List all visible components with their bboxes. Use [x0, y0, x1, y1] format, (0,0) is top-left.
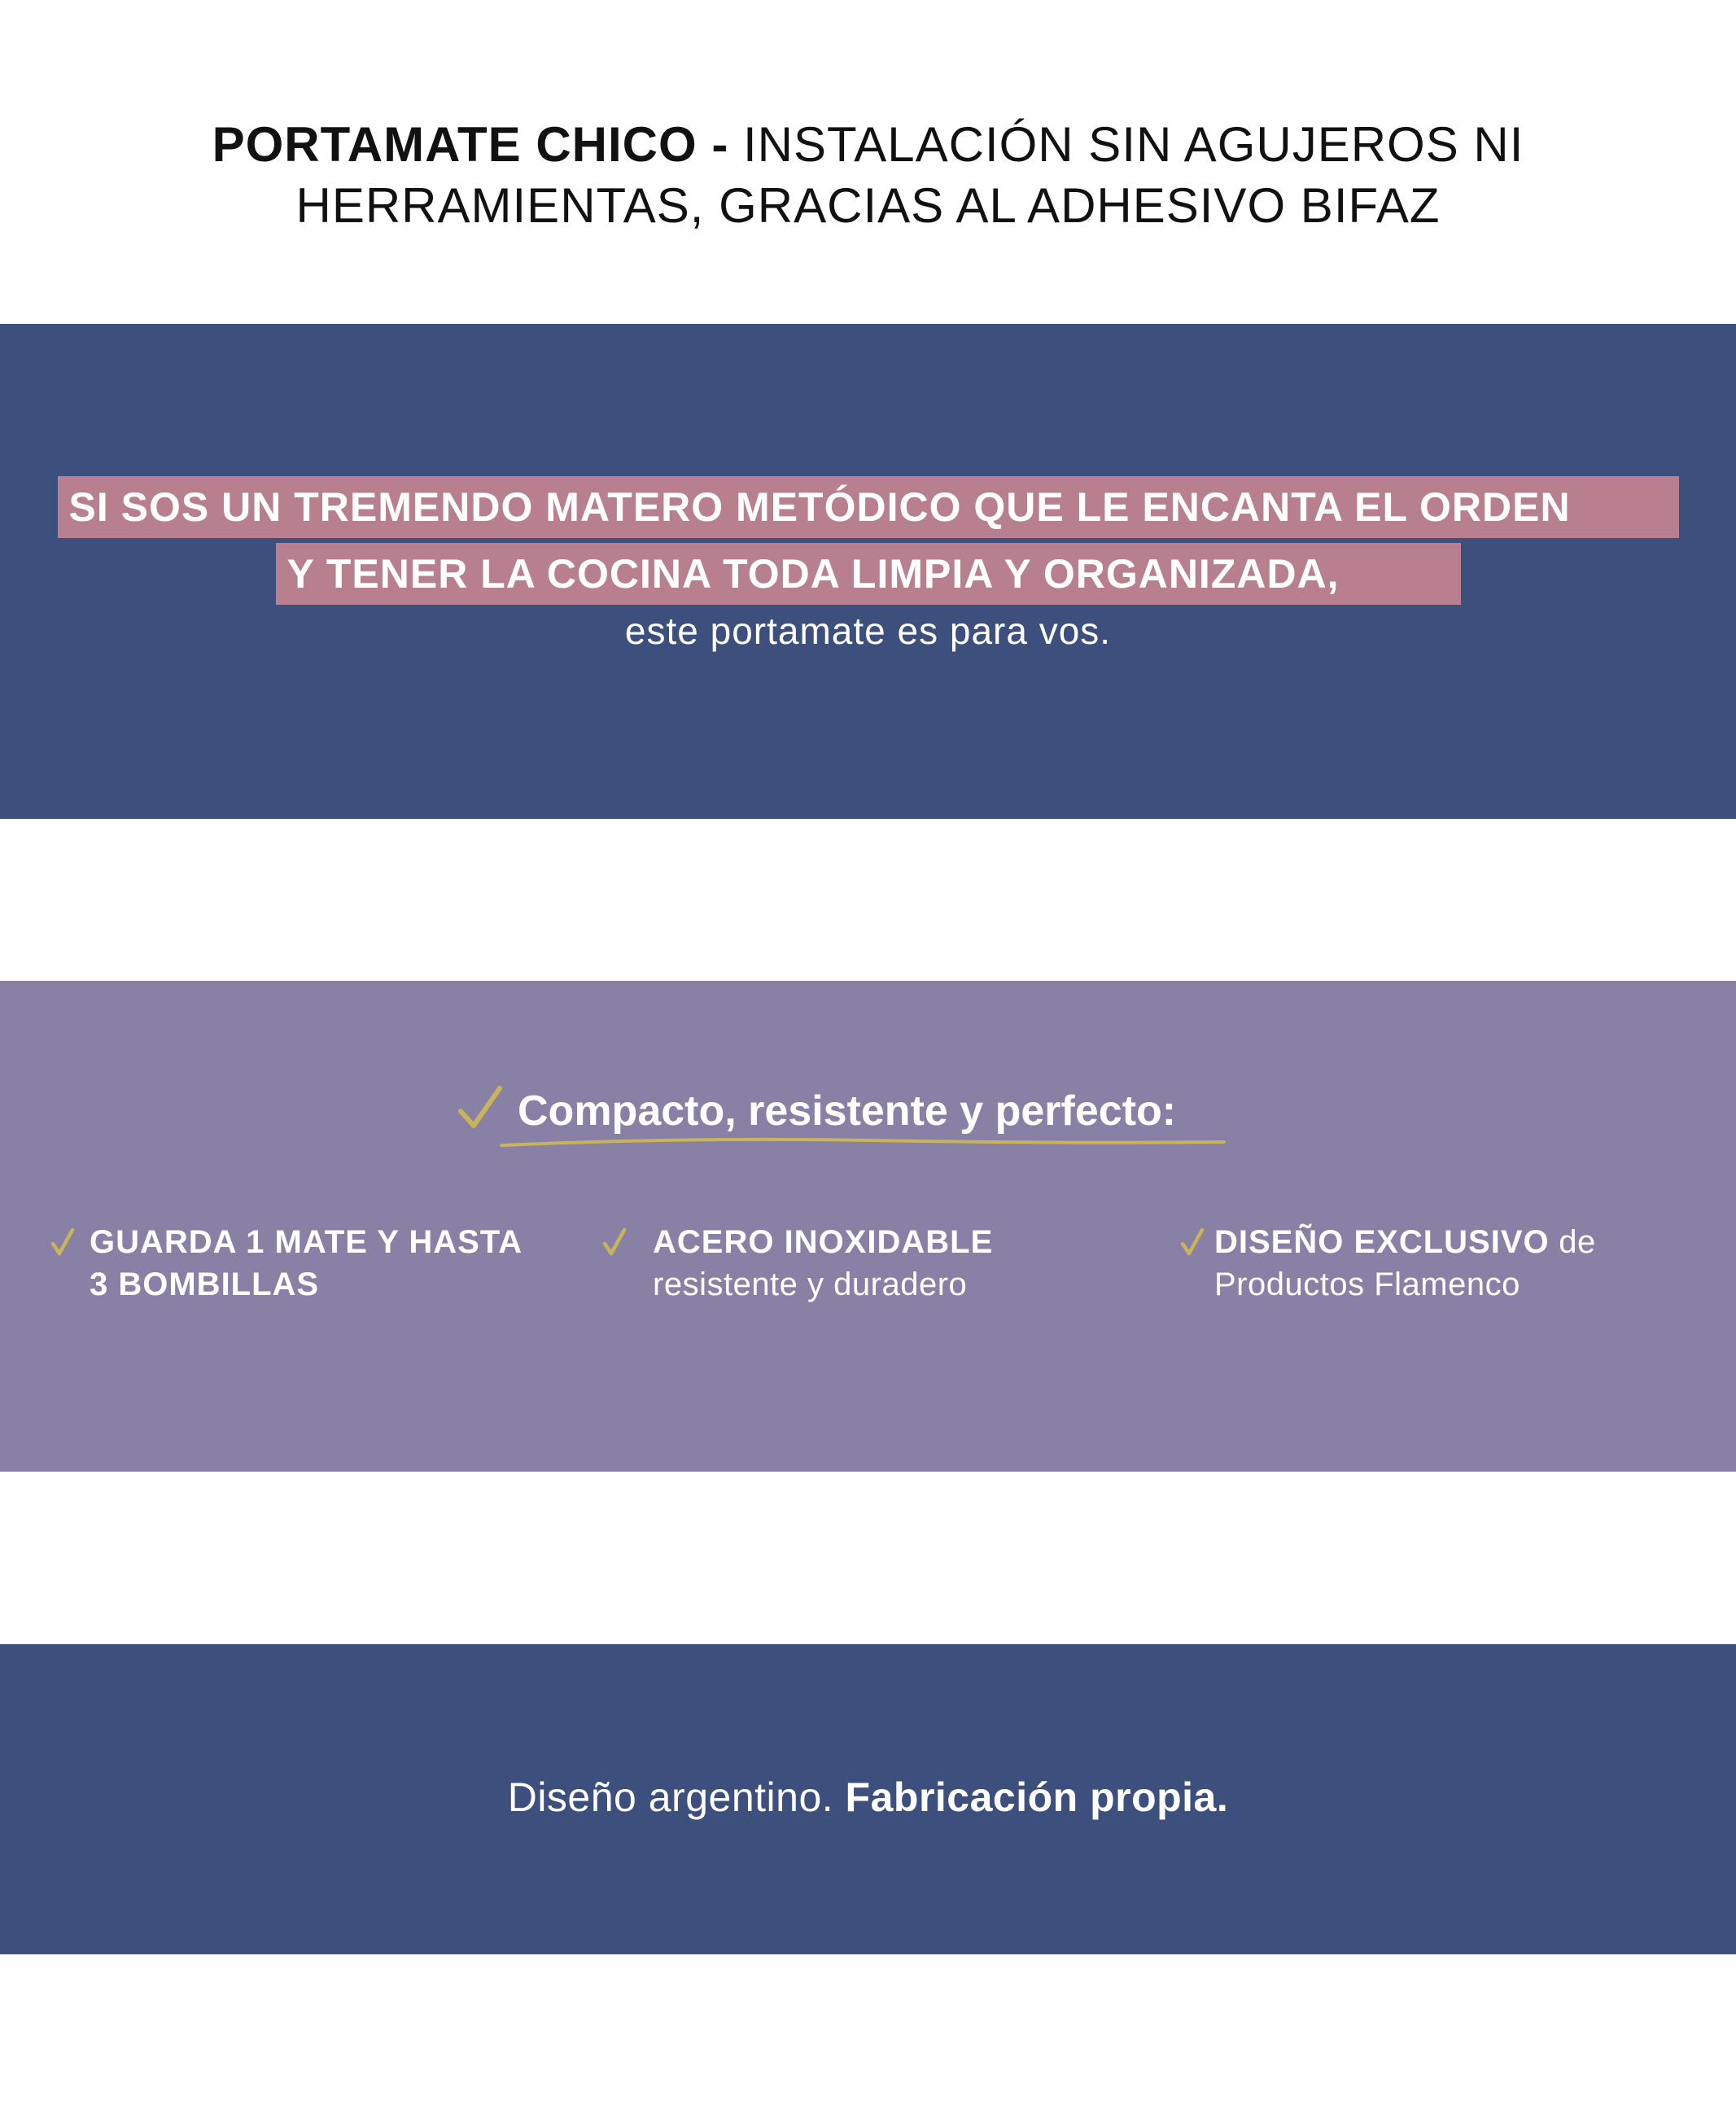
- footer-tagline: [0, 1771, 1736, 1823]
- title-line-2: HERRAMIENTAS, GRACIAS AL ADHESIVO BIFAZ: [295, 178, 1441, 233]
- title-bold: PORTAMATE CHICO -: [212, 117, 729, 172]
- feature-title: DISEÑO EXCLUSIVO: [1214, 1224, 1550, 1260]
- check-icon: [1180, 1227, 1205, 1257]
- title-line-1: [0, 114, 1736, 175]
- check-icon: [602, 1227, 627, 1257]
- underline-stroke: [496, 1132, 1229, 1152]
- intro-subtext: este portamate es para vos.: [624, 610, 1112, 652]
- check-icon: [50, 1227, 75, 1257]
- features-heading: [456, 1079, 1237, 1160]
- feature-title-line-1: GUARDA 1 MATE Y HASTA: [90, 1224, 523, 1260]
- page-title: [0, 114, 1736, 236]
- feature-description: Productos Flamenco: [1214, 1267, 1520, 1302]
- feature-title: ACERO INOXIDABLE: [653, 1224, 994, 1260]
- features-title: Compacto, resistente y perfecto:: [518, 1087, 1177, 1135]
- feature-title-suffix: de: [1559, 1224, 1596, 1260]
- highlight-line-1: SI SOS UN TREMENDO MATERO METÓDICO QUE LE ENCANTA EL ORDEN: [58, 476, 1679, 538]
- feature-title-line-2: 3 BOMBILLAS: [90, 1267, 320, 1302]
- footer-bold: Fabricación propia.: [845, 1774, 1229, 1820]
- check-icon: [456, 1085, 505, 1134]
- footer-light: Diseño argentino.: [507, 1774, 834, 1820]
- highlight-line-2: Y TENER LA COCINA TODA LIMPIA Y ORGANIZADA,: [276, 543, 1461, 605]
- title-line-1-rest: INSTALACIÓN SIN AGUJEROS NI: [743, 117, 1524, 172]
- feature-description: resistente y duradero: [653, 1267, 968, 1302]
